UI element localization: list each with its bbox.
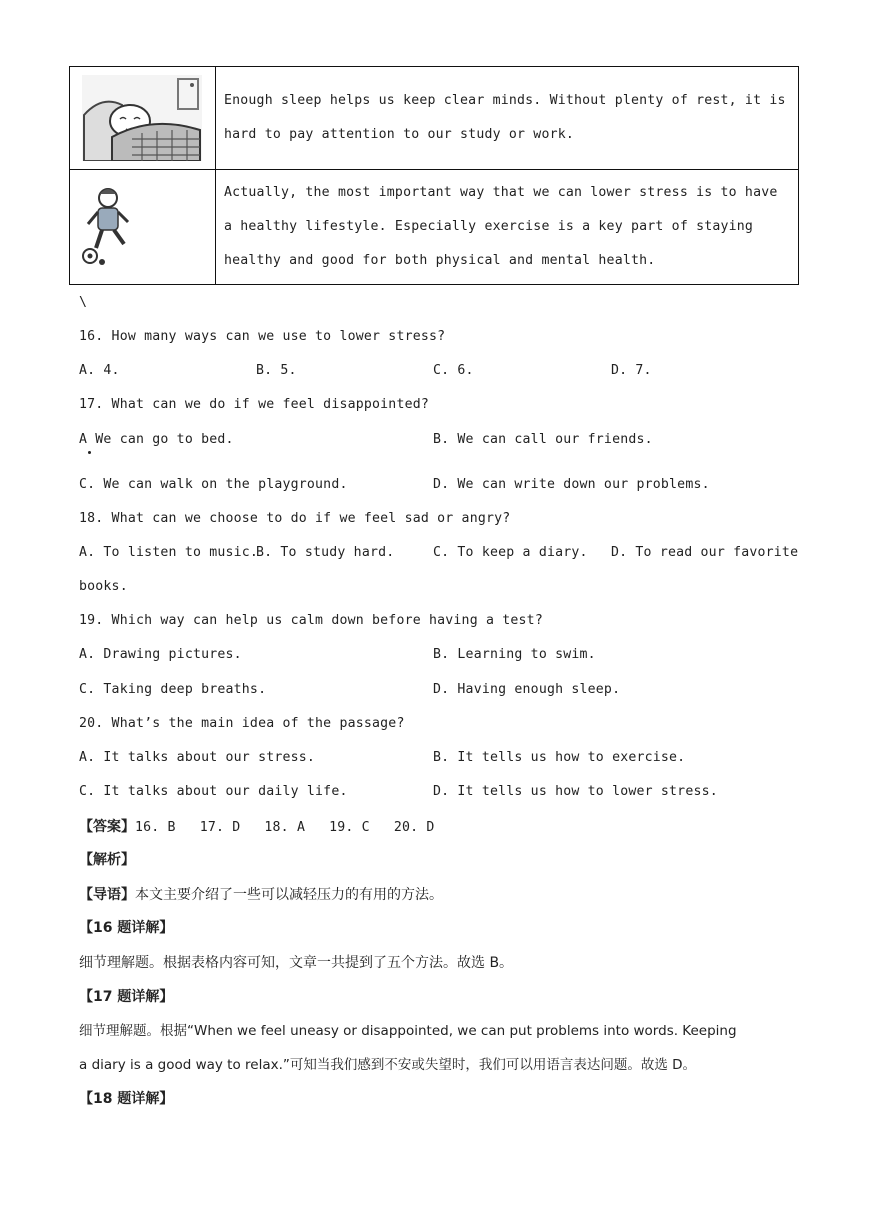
table-row [70,170,799,285]
q16-option-a: A. 4. [79,363,120,378]
sleep-tip-text: Enough sleep helps us keep clear minds. Without plenty of rest, it is hard to pay attention to our study or work. [216,67,799,170]
q19-option-d: D. Having enough sleep. [433,682,621,697]
q16-option-d: D. 7. [611,363,652,378]
intro-line [79,884,443,905]
answer-label: 【答案】 [79,819,135,835]
question-19: 19. Which way can help us calm down before having a test? [79,613,543,628]
q16-option-c: C. 6. [433,363,474,378]
intro-label: 【导语】 [79,887,135,903]
q17-option-c: C. We can walk on the playground. [79,477,348,492]
answer-line [79,816,435,838]
stray-dot [88,451,91,454]
answer-item: 16. B [135,820,176,835]
question-20: 20. What’s the main idea of the passage? [79,716,405,731]
q20-option-a: A. It talks about our stress. [79,750,316,765]
q20-option-c: C. It talks about our daily life. [79,784,348,799]
answer-item: 17. D [199,820,241,835]
q16-option-b: B. 5. [256,363,297,378]
child-football-image [80,186,140,268]
q18-option-c: C. To keep a diary. [433,545,588,560]
q20-option-d: D. It tells us how to lower stress. [433,784,718,799]
q20-option-b: B. It tells us how to exercise. [433,750,686,765]
q16-detail-text: 细节理解题。根据表格内容可知，文章一共提到了五个方法。故选 B。 [79,955,514,971]
stray-mark: \ [79,295,88,310]
sleeping-child-image [82,75,202,161]
tips-table [69,66,799,285]
question-18: 18. What can we choose to do if we feel sad or angry? [79,511,511,526]
analysis-label: 【解析】 [79,852,135,868]
q19-option-b: B. Learning to swim. [433,647,596,662]
q18-option-b: B. To study hard. [256,545,395,560]
sleep-picture-cell [70,67,216,170]
question-16: 16. How many ways can we use to lower stress? [79,329,446,344]
q17-option-a: A We can go to bed. [79,432,234,447]
q18-detail-label: 【18 题详解】 [79,1091,174,1107]
exercise-tip-text: Actually, the most important way that we can lower stress is to have a healthy lifestyle. Especially exercise is a key part of staying healthy and good for both physical and mental health. [216,170,799,285]
exercise-picture-cell [70,170,216,285]
answer-item: 20. D [393,820,435,835]
intro-text: 本文主要介绍了一些可以减轻压力的有用的方法。 [135,887,443,903]
q17-option-d: D. We can write down our problems. [433,477,710,492]
q17-detail-line1: 细节理解题。根据“When we feel uneasy or disappointed, we can put problems into words. Keeping [79,1023,737,1039]
q19-option-a: A. Drawing pictures. [79,647,242,662]
q18-option-d: D. To read our favorite [611,545,799,560]
q17-detail-label: 【17 题详解】 [79,989,174,1005]
q18-option-a: A. To listen to music. [79,545,259,560]
q17-detail-line2: a diary is a good way to relax.”可知当我们感到不安或失望时，我们可以用语言表达问题。故选 D。 [79,1057,697,1073]
q19-option-c: C. Taking deep breaths. [79,682,267,697]
question-17: 17. What can we do if we feel disappointed? [79,397,430,412]
q17-option-b: B. We can call our friends. [433,432,653,447]
answer-item: 19. C [329,820,370,835]
table-row [70,67,799,170]
q18-option-d-continued: books. [79,579,128,594]
q16-detail-label: 【16 题详解】 [79,920,174,936]
answer-item: 18. A [264,820,306,835]
